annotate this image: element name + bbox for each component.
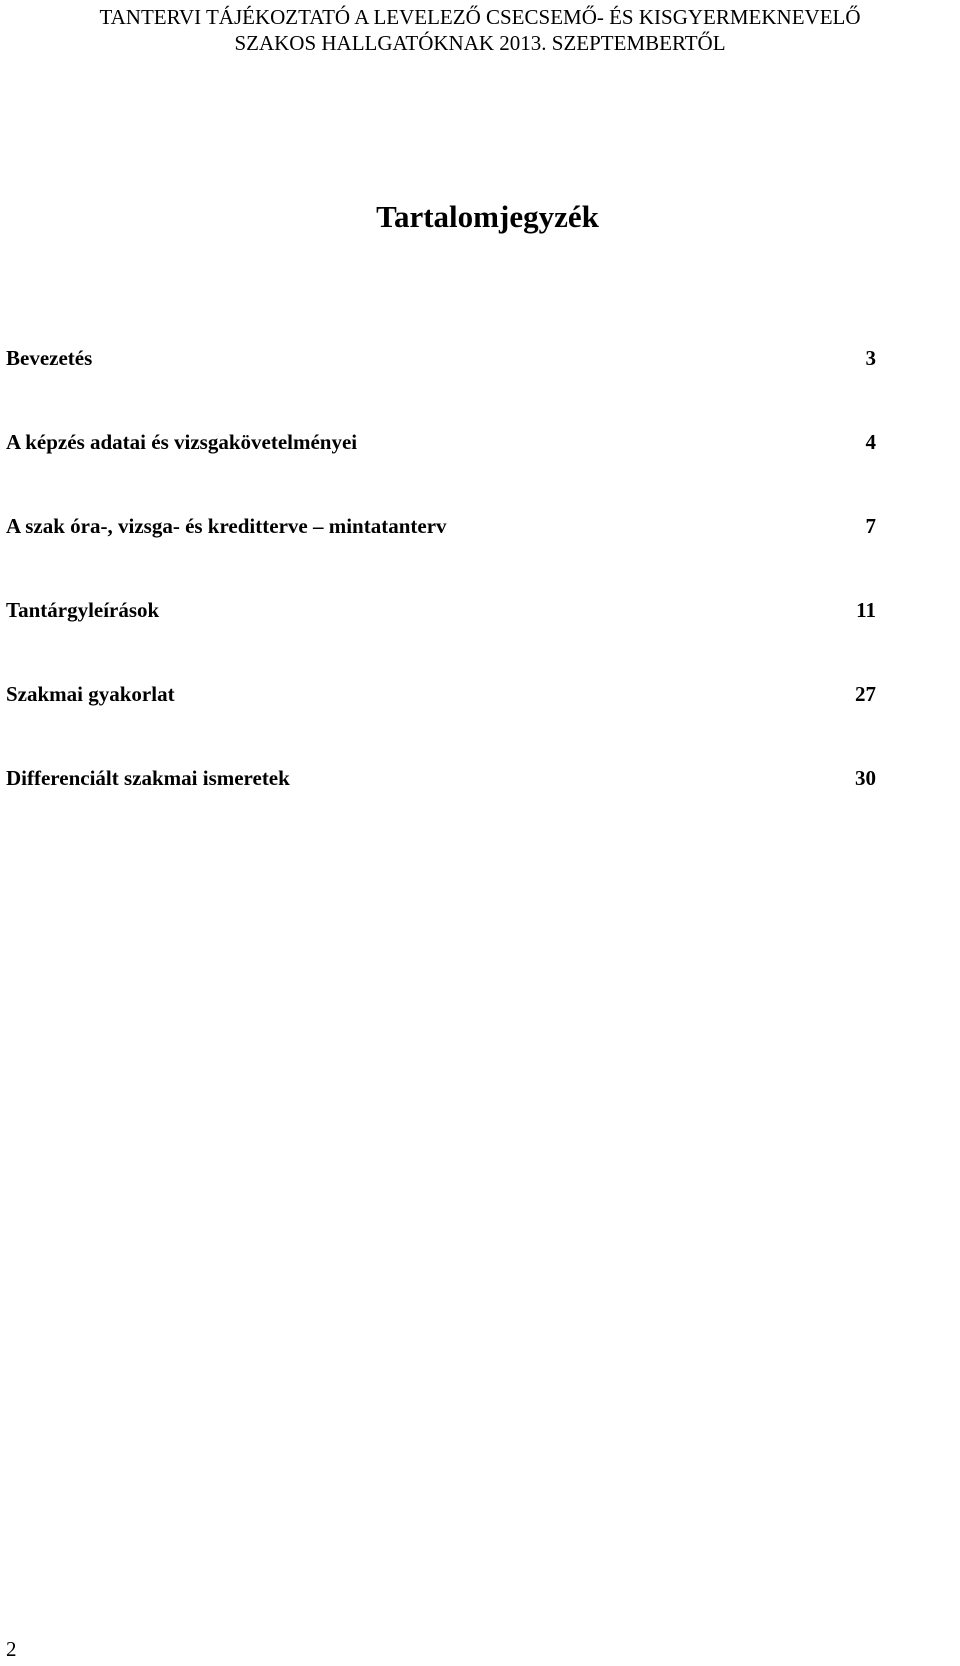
toc-title: Tartalomjegyzék: [376, 199, 599, 234]
toc-entry-tantargyleirasok[interactable]: [6, 594, 876, 626]
toc-entry-label: Bevezetés: [6, 346, 93, 370]
toc-entry-label: Tantárgyleírások: [6, 598, 160, 622]
toc-entry-szakmai-gyakorlat[interactable]: [6, 678, 876, 710]
toc-entry-label: A képzés adatai és vizsgakövetelményei: [6, 430, 358, 454]
toc-entry-mintatanterv[interactable]: [6, 510, 876, 542]
header-line-1: TANTERVI TÁJÉKOZTATÓ A LEVELEZŐ CSECSEMŐ- ÉS KISGYERMEKNEVELŐ: [99, 5, 861, 29]
toc-entry-page: 30: [855, 766, 876, 790]
toc-entry-bevezetes[interactable]: [6, 342, 876, 374]
page-number: 2: [6, 1637, 17, 1661]
document-header: [0, 4, 960, 56]
toc-entry-page: 4: [865, 430, 876, 454]
toc-entry-kepzes-adatai[interactable]: [6, 426, 876, 458]
toc-entry-differencialt-ismeretek[interactable]: [6, 762, 876, 794]
toc-entry-page: 7: [865, 514, 876, 538]
toc-entry-label: Differenciált szakmai ismeretek: [6, 766, 290, 790]
header-line-2: SZAKOS HALLGATÓKNAK 2013. SZEPTEMBERTŐL: [234, 31, 726, 55]
toc-entry-page: 3: [865, 346, 876, 370]
toc-entry-label: A szak óra-, vizsga- és kreditterve – mintatanterv: [6, 514, 447, 538]
toc-entry-page: 11: [856, 598, 876, 622]
toc-entry-label: Szakmai gyakorlat: [6, 682, 175, 706]
toc-entry-page: 27: [855, 682, 876, 706]
